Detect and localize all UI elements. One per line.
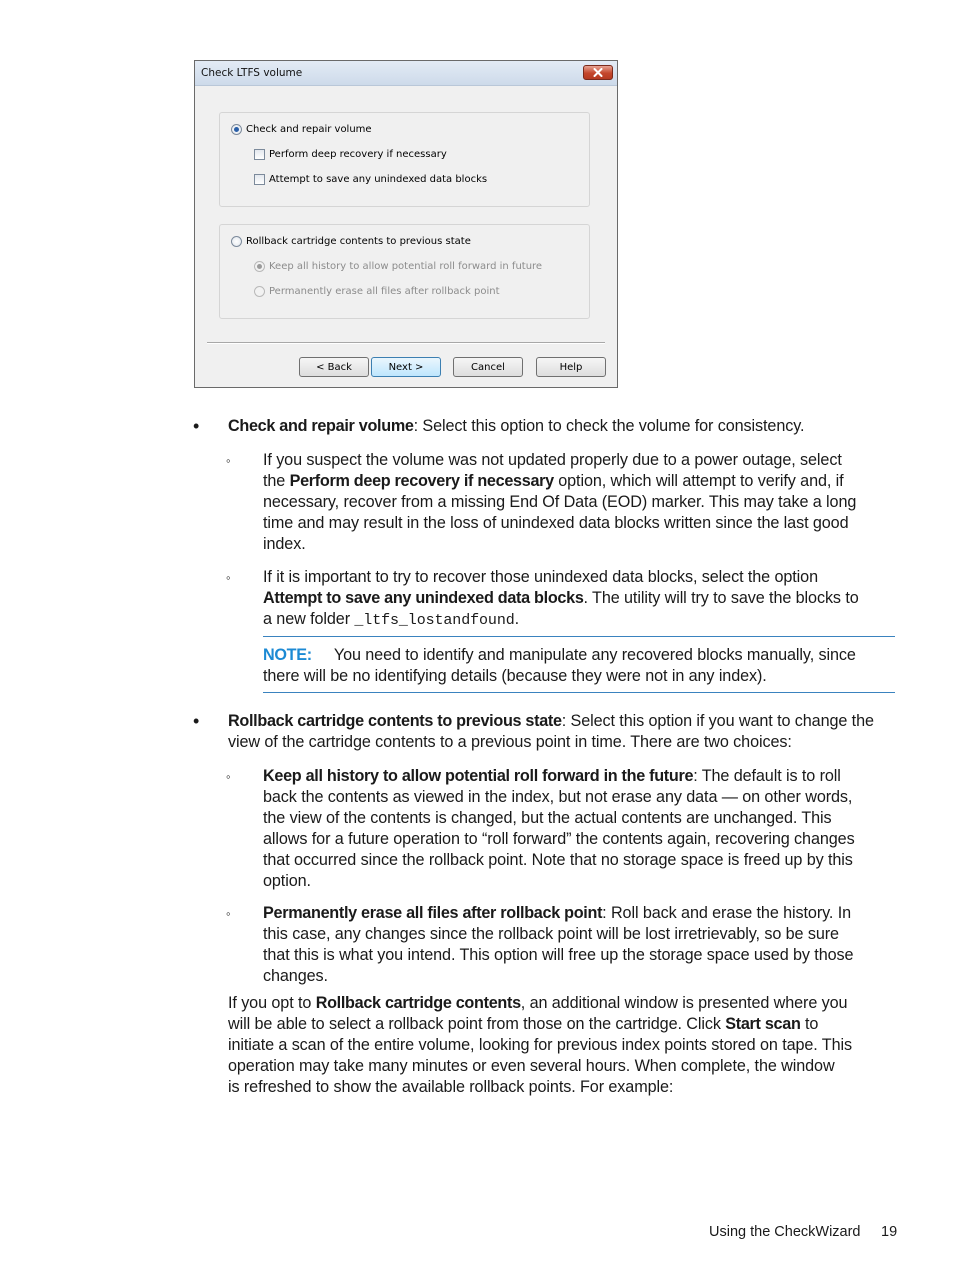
text-line: operation may take many minutes or even several hours. When complete, the window [228,1057,835,1075]
save-unindexed-checkbox[interactable] [254,174,265,185]
text-run: If you opt to [228,994,316,1012]
close-button[interactable] [583,65,613,80]
text-line: initiate a scan of the entire volume, looking for previous index points stored on tape. This [228,1036,852,1054]
close-icon [593,68,603,77]
rollback-term: Rollback cartridge contents to previous state [228,712,562,730]
rollback-radio-option[interactable] [231,236,471,247]
text-run: to [800,1015,819,1033]
text-line: the view of the contents is changed, but the actual contents are unchanged. This [263,809,832,827]
rollback-contents-term: Rollback cartridge contents [315,994,521,1012]
text-line [263,766,855,787]
erase-files-term: Permanently erase all files after rollback point [263,904,603,922]
text-line [263,471,856,492]
note-bottom-rule [263,692,895,693]
keep-history-radio [254,261,265,272]
rollback-followup-paragraph [228,993,852,1098]
deep-recovery-checkbox-option[interactable] [254,149,447,160]
text-line: time and may result in the loss of unindexed data blocks written since the last good [263,514,849,532]
sub-bullet-marker: ◦ [226,570,231,585]
sub-bullet-marker: ◦ [226,453,231,468]
text-line: If you suspect the volume was not updated properly due to a power outage, select [263,451,842,469]
footer-page-number: 19 [881,1224,898,1240]
deep-recovery-checkbox[interactable] [254,149,265,160]
dialog-titlebar [195,61,617,86]
text-run: option, which will attempt to verify and, if [553,472,844,490]
text-line: If it is important to try to recover those unindexed data blocks, select the option [263,568,818,586]
text-line [263,609,859,631]
text-line [263,645,896,666]
keep-history-label: Keep all history to allow potential roll forward in future [269,261,543,272]
folder-name-code: _ltfs_lostandfound [354,612,515,629]
text-run: . [514,610,520,628]
text-line [228,993,852,1014]
text-run: : Select this option if you want to change the [561,712,874,730]
sub-bullet-marker: ◦ [226,906,231,921]
text-line: option. [263,872,311,890]
help-button[interactable]: Help [536,357,606,377]
erase-files-label: Permanently erase all files after rollback point [269,286,500,297]
rollback-label: Rollback cartridge contents to previous state [246,236,471,247]
sub-bullet-marker: ◦ [226,769,231,784]
text-line [228,1014,852,1035]
check-ltfs-volume-dialog [194,60,618,388]
erase-files-radio-option [254,286,500,297]
text-line: index. [263,535,306,553]
text-run: . The utility will try to save the blocks to [583,589,859,607]
erase-files-paragraph [263,903,853,987]
save-unindexed-paragraph [263,567,859,631]
text-line [263,903,853,924]
text-run: : Roll back and erase the history. In [602,904,852,922]
back-button[interactable]: < Back [299,357,369,377]
bullet-marker: • [193,416,200,436]
deep-recovery-label: Perform deep recovery if necessary [269,149,447,160]
footer-section-title: Using the CheckWizard [709,1224,861,1240]
check-repair-label: Check and repair volume [246,124,372,135]
keep-history-term: Keep all history to allow potential roll forward in the future [263,767,694,785]
note-label: NOTE: [263,646,312,664]
note-box [263,645,896,687]
erase-files-radio [254,286,265,297]
cancel-button[interactable]: Cancel [453,357,523,377]
save-unindexed-checkbox-option[interactable] [254,174,487,185]
button-separator [207,342,605,344]
text-line: that occurred since the rollback point. Note that no storage space is freed up by this [263,851,853,869]
text-line: that this is what you intend. This option will free up the storage space used by those [263,946,854,964]
text-line: necessary, recover from a missing End Of Data (EOD) marker. This may take a long [263,493,857,511]
check-repair-term: Check and repair volume [228,417,414,435]
text-line [228,711,874,732]
check-repair-radio[interactable] [231,124,242,135]
text-line [263,588,859,609]
deep-recovery-term: Perform deep recovery if necessary [289,472,554,490]
deep-recovery-paragraph [263,450,856,555]
bullet-marker: • [193,711,200,731]
keep-history-radio-option [254,261,542,272]
keep-history-paragraph [263,766,855,892]
rollback-radio[interactable] [231,236,242,247]
save-unindexed-term: Attempt to save any unindexed data blocks [263,589,584,607]
check-repair-radio-option[interactable] [231,124,372,135]
rollback-paragraph [228,711,874,753]
check-repair-paragraph [228,416,804,437]
text-line: view of the cartridge contents to a previous point in time. There are two choices: [228,733,792,751]
dialog-title: Check LTFS volume [201,67,303,79]
text-line: there will be no identifying details (because they were not in any index). [263,667,767,685]
text-run: the [263,472,290,490]
text-line: is refreshed to show the available rollback points. For example: [228,1078,674,1096]
text-run: You need to identify and manipulate any recovered blocks manually, since [333,646,856,664]
start-scan-term: Start scan [725,1015,801,1033]
text-run: : The default is to roll [693,767,841,785]
next-button[interactable]: Next > [371,357,441,377]
save-unindexed-label: Attempt to save any unindexed data blocks [269,174,488,185]
note-top-rule [263,636,895,637]
check-repair-description: : Select this option to check the volume for consistency. [413,417,805,435]
text-line: this case, any changes since the rollback point will be lost irretrievably, so be sure [263,925,839,943]
text-line: back the contents as viewed in the index, but not erase any data — on other words, [263,788,853,806]
text-line: allows for a future operation to “roll forward” the contents again, recovering changes [263,830,855,848]
text-run: will be able to select a rollback point from those on the cartridge. Click [228,1015,726,1033]
text-line: changes. [263,967,328,985]
text-run: , an additional window is presented where you [520,994,848,1012]
text-run: a new folder [263,610,355,628]
